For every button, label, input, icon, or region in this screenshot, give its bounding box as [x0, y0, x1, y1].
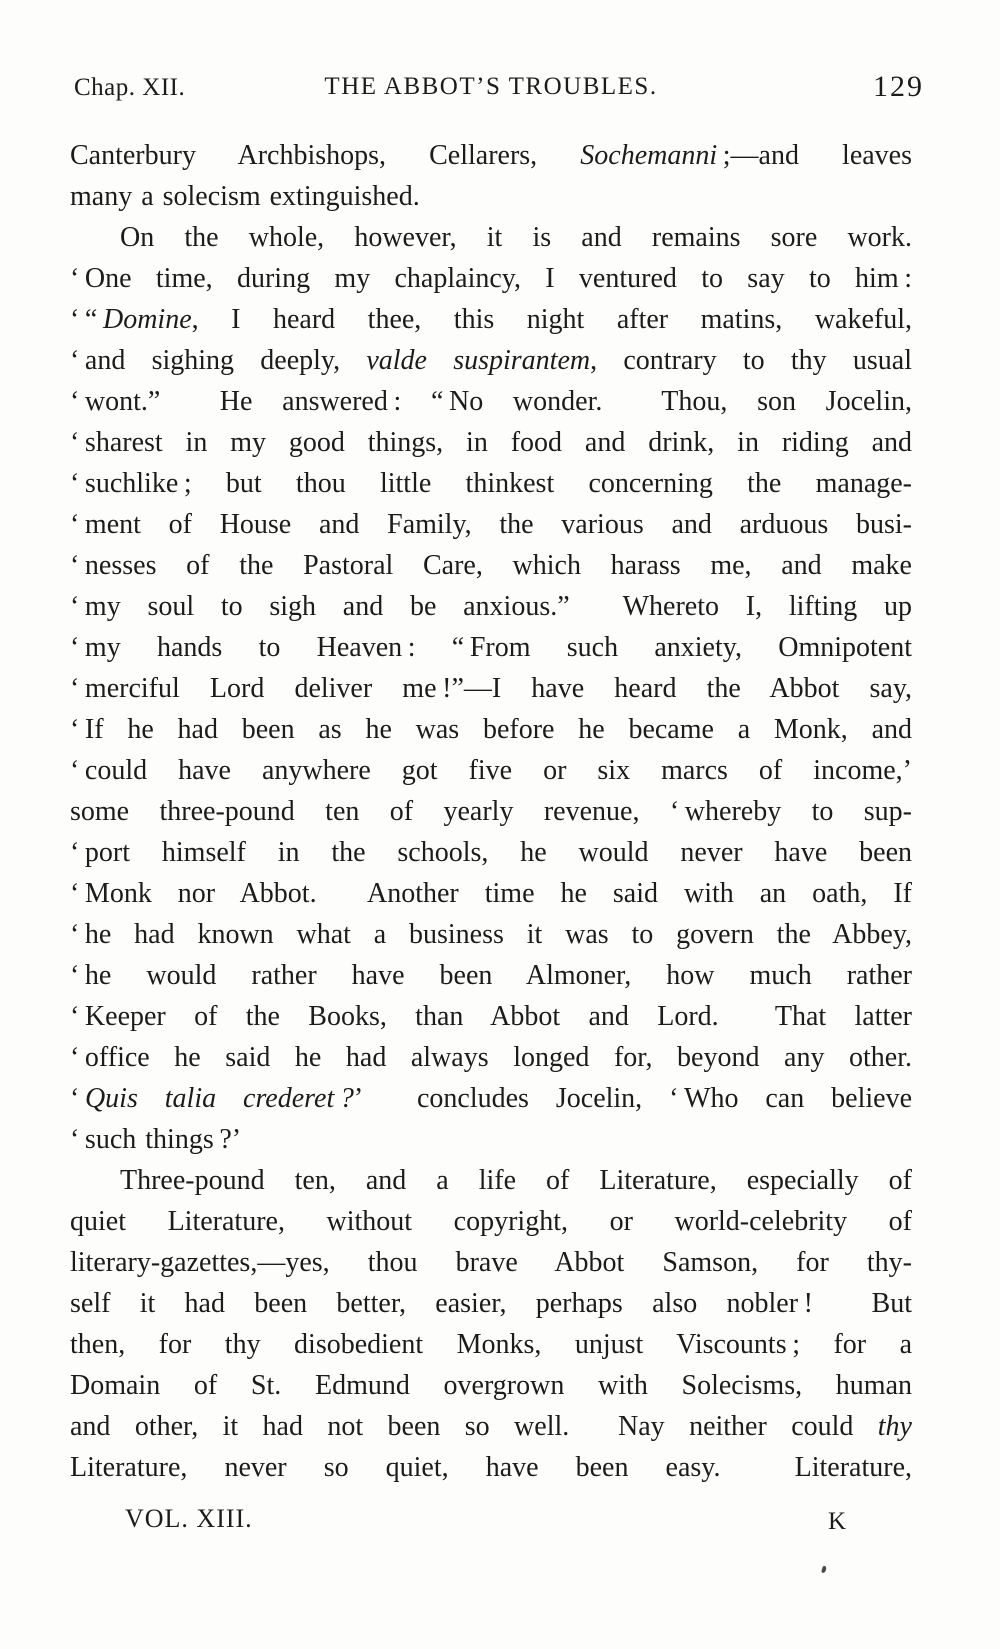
text-line: On the whole, however, it is and remains sore work. [120, 222, 912, 253]
paragraph [70, 1160, 912, 1488]
text-line: ‘ Keeper of the Books, than Abbot and Lord. That latter [70, 1001, 912, 1032]
text-line: ‘ my soul to sigh and be anxious.” Whereto I, lifting up [70, 591, 912, 622]
page-footer [70, 1504, 912, 1544]
text-line: ‘ office he said he had always longed for, beyond any other. [70, 1042, 912, 1073]
text-line: ‘ Quis talia crederet ?’ concludes Jocelin, ‘ Who can believe [70, 1083, 912, 1114]
text-line: many a solecism extinguished. [70, 181, 420, 212]
text-line: ‘ and sighing deeply, valde suspirantem, contrary to thy usual [70, 345, 912, 376]
text-line: ‘ suchlike ; but thou little thinkest concerning the manage- [70, 468, 912, 499]
text-line: ‘ could have anywhere got five or six marcs of income,’ [70, 755, 912, 786]
signature-mark: K [828, 1508, 847, 1535]
page-number: 129 [873, 70, 924, 103]
text-line: ‘ such things ?’ [70, 1124, 242, 1155]
text-line: Three-pound ten, and a life of Literature, especially of [120, 1165, 912, 1196]
text-line: Literature, never so quiet, have been easy. Literature, [70, 1452, 912, 1483]
text-line: ‘ If he had been as he was before he became a Monk, and [70, 714, 912, 745]
paragraph [70, 135, 912, 217]
running-title: THE ABBOT’S TROUBLES. [324, 73, 658, 100]
text-line: Canterbury Archbishops, Cellarers, Sochemanni ;—and leaves [70, 140, 912, 171]
text-line: ‘ Monk nor Abbot. Another time he said with an oath, If [70, 878, 912, 909]
text-line: ‘ he had known what a business it was to govern the Abbey, [70, 919, 912, 950]
text-line: quiet Literature, without copyright, or world-celebrity of [70, 1206, 912, 1237]
text-line: literary-gazettes,—yes, thou brave Abbot Samson, for thy- [70, 1247, 912, 1278]
page-header [70, 70, 924, 103]
text-block [70, 135, 912, 1488]
text-line: self it had been better, easier, perhaps also nobler ! But [70, 1288, 912, 1319]
text-line: ‘ merciful Lord deliver me !”—I have heard the Abbot say, [70, 673, 912, 704]
text-line: ‘ port himself in the schools, he would never have been [70, 837, 912, 868]
paragraph [70, 217, 912, 1160]
scan-speck [821, 1566, 827, 1574]
text-line: ‘ my hands to Heaven : “ From such anxiety, Omnipotent [70, 632, 912, 663]
text-line: ‘ wont.” He answered : “ No wonder. Thou, son Jocelin, [70, 386, 912, 417]
text-line: then, for thy disobedient Monks, unjust Viscounts ; for a [70, 1329, 912, 1360]
chapter-label: Chap. XII. [74, 74, 186, 101]
text-line: ‘ nesses of the Pastoral Care, which harass me, and make [70, 550, 912, 581]
text-line: ‘ ment of House and Family, the various and arduous busi- [70, 509, 912, 540]
text-line: ‘ sharest in my good things, in food and drink, in riding and [70, 427, 912, 458]
volume-label: VOL. XIII. [125, 1504, 253, 1533]
text-line: Domain of St. Edmund overgrown with Solecisms, human [70, 1370, 912, 1401]
text-line: ‘ One time, during my chaplaincy, I ventured to say to him : [70, 263, 912, 294]
text-line: ‘ “ Domine, I heard thee, this night after matins, wakeful, [70, 304, 912, 335]
text-line: some three-pound ten of yearly revenue, ‘ whereby to sup- [70, 796, 912, 827]
text-line: and other, it had not been so well. Nay neither could thy [70, 1411, 912, 1442]
text-line: ‘ he would rather have been Almoner, how much rather [70, 960, 912, 991]
